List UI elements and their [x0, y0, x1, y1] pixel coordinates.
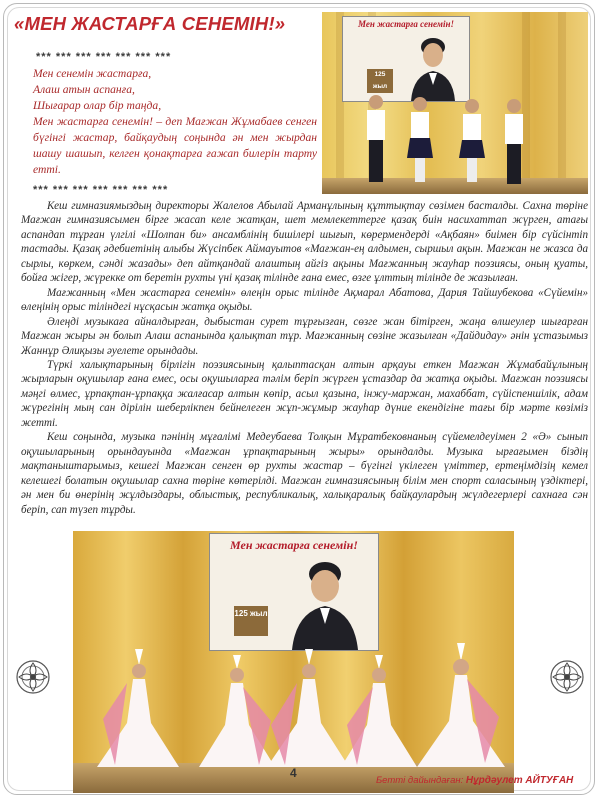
poem-closing: Мен жастарға сенемін! – деп Мағжан Жұмабаев сенген бүгінгі жастар, байқаудың соңында ән мен жырдан шашу шашып, келген қонақтарға ғажап билерін тарту етті. — [33, 115, 317, 176]
dancer-figure — [335, 655, 421, 769]
poem-line: Алаш атын аспанға, — [33, 83, 135, 96]
footer-prefix: Бетті дайындаған: — [376, 775, 464, 786]
event-banner — [209, 533, 379, 651]
stage-photo-children — [322, 12, 588, 194]
article-paragraph: Мағжанның «Мен жастарға сенемін» өлеңін орыс тілінде Ақмарал Абатова, Дария Тайшубекова «Сүйемін» өлеңінің орыс тіліндегі нұсқасын жатқа оқыды. — [21, 286, 588, 314]
portrait-image — [286, 554, 364, 650]
article-title: «МЕН ЖАСТАРҒА СЕНЕМІН!» — [14, 13, 286, 34]
anniversary-badge: 125 жыл — [367, 69, 393, 93]
child-performer — [362, 92, 390, 188]
banner-title: Мен жастарға сенемін! — [358, 19, 454, 29]
footer-credit — [376, 775, 573, 786]
footer-author: Нұрдәулет АЙТУҒАН — [465, 775, 574, 786]
dancer-figure — [93, 649, 183, 769]
child-performer — [406, 94, 434, 186]
dancer-figure — [413, 643, 509, 769]
curtain-fold — [558, 12, 566, 194]
article-paragraph: Әлеңді музыкаға айналдырған, дыбыстан сурет тұрғызған, сөзге жан бітірген, жаңа өлшеулер шығарған Мағжан жыры ән болып Алаш аспанында қалықтап тұр. Мағжанның сөзіне жазылған «Дайдидау» әнін ұстазымыз Жаннұр Әлиқызы әуелете орындады. — [21, 315, 588, 357]
poem-line: Мен сенемін жастарға, — [33, 67, 152, 80]
poem-line: Шығарар олар бір таңда, — [33, 99, 162, 112]
event-banner — [342, 16, 470, 102]
child-performer — [500, 96, 528, 188]
stars-divider-top: *** *** *** *** *** *** *** — [36, 51, 172, 63]
portrait-image — [405, 31, 461, 101]
stage-photo-dancers — [73, 531, 514, 793]
article-paragraph: Кеш гимназиямыздың директоры Жалелов Абылай Арманұлының құттықтау сөзімен басталды. Сахна төріне Мағжан гимназиясымен бірге жасап келе жатқан, шет мемлекеттерге қазақ биін насихаттап жүрген, атағы аспандап тұрған үлгілі «Шолпан би» ансамблінің бишілері шығып, көрермендерді «Ақбаян» биімен бір сүйсінтіп тастады. Қазақ әдебиетінің алыбы Жүсіпбек Аймауытов «Мағжан-ең алдымен, сыршыл ақын. Мағжан не жазса да сырлы, көркем, сәнді жазады» деп айтқандай алаштың айгіз ақыны Мағжанның жауһар поэзиясы, оның қуаты, бойға жігер, жүрекке от беретін рухты үні қазақ тілінде ғана емес, өзге ұлттың тілінде де жазылған. — [21, 200, 588, 285]
stars-divider-bottom: *** *** *** *** *** *** *** — [33, 184, 169, 196]
poem-block — [33, 66, 317, 178]
article-paragraph: Түркі халықтарының бірлігін поэзиясының қалыптасқан алтын арқауы еткен Мағжан Жұмабайұлының жырларын оқушылар ғана емес, осы оқушыларға тәлім беріп жүрген ұстаздар да жатқа оқыды. Мағжан поэзиясы мәңгі өлмес, ұрпақтан-ұрпаққа жалғасар алтын көпір, асыл қазына, інжу-маржан, махаббат, сүйіспеншілік, адам жүрегінің мың сан дірілін шеберлікпен бейнелеген жұп-жұмыр жауһар дүние екендігіне тағы бір мәрте көзіміз жетті. — [21, 358, 588, 429]
page-number: 4 — [290, 766, 297, 780]
article-paragraph: Кеш соңында, музыка пәнінің мұғалімі Медеубаева Толқын Мұратбековнаның сүйемелдеуімен 2 «Ә» сынып оқушыларының орындауында «Мағжан ұрпақтарының жыры» орындалды. Музыка ырғағымен біздің мақтаныштарымыз, кешегі Мағжан сенген өр рухты жастар – бүгінгі үкілеген үміттер, ертеңімдізің кемел келешегі болатын оқушылар сахна төріне көтерілді. Мағжан гимназиясының білім мен спорт саласының үздіктері, ән мен би өнерінің жұлдыздары, облыстық, республикалық, халықаралық байқаулардың жүлдегерлері сахнаға сән беріп, сап түзеп тұрды. — [21, 431, 588, 516]
ornament-icon-right — [549, 659, 585, 695]
anniversary-badge: 125 жыл — [234, 606, 268, 636]
ornament-icon-left — [15, 659, 51, 695]
article-body — [21, 199, 588, 517]
banner-title: Мен жастарға сенемін! — [230, 538, 358, 552]
child-performer — [458, 96, 486, 186]
